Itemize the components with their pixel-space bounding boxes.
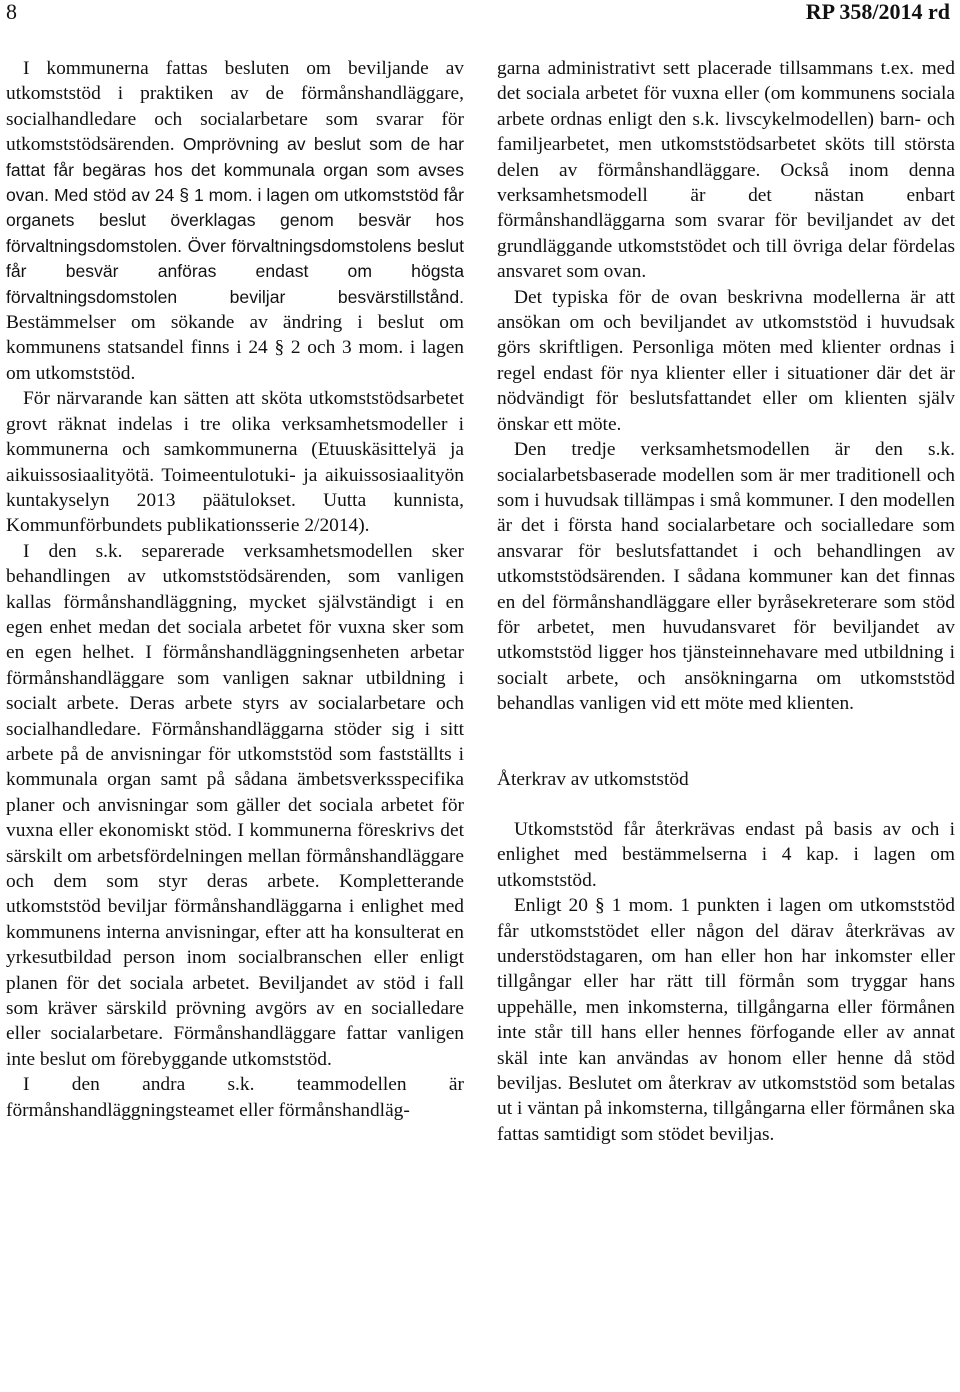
section-heading: Återkrav av utkomststöd	[497, 768, 689, 790]
paragraph-typical-models: Det typiska för de ovan beskrivna modellerna är att ansökan om och beviljandet av utkomststöd i huvudsak görs skriftligen. Personliga möten med klienter ordnas i regel endast för nya klienter eller i situationer där det är nödvändigt för beslutsfattandet eller om klienten själv önskar ett möte.	[497, 286, 955, 435]
paragraph-decision-makers	[6, 56, 464, 386]
page-number: 8	[6, 0, 17, 24]
paragraph-text: I kommunerna fattas besluten om beviljande av utkomststöd i praktiken av de förmånshandläggare, socialhandledare och socialarbetare som svarar för utkomststödsärenden.	[6, 58, 464, 156]
paragraph-separated-model: I den s.k. separerade verksamhetsmodellen sker behandlingen av utkomststödsärenden, som vanligen kallas förmånshandläggning, mycket självständigt i en egen enhet medan det sociala arbetet för vuxna sker som en egen helhet. I förmånshandläggningsenheten arbetar förmånshandläggare som vanligen saknar utbildning i socialt arbete. Deras arbete styrs av socialarbetare och socialhandledare. Förmånshandläggarna stöder sig i sitt arbete på de anvisningar för utkomststöd som fastställts i kommunala organ samt på sådana ämbetsverksspecifika planer och anvisningar som gäller det sociala arbetet för vuxna eller ekonomiskt stöd. I kommunerna föreskrivs det särskilt om arbetsfördelningen mellan förmånshandläggare och dem som styr deras arbete. Kompletterande utkomststöd beviljar förmånshandläggarna i enlighet med kommunens interna anvisningar, efter att ha konsulterat en yrkesutbildad person inom socialbranschen eller enligt planen för det sociala arbetet. Beviljandet av stöd i fall som kräver särskild prövning avgörs av en socialledare eller socialarbetare. Förmånshandläggare fattar vanligen inte beslut om förebyggande utkomststöd.	[6, 540, 464, 1070]
page-header	[0, 0, 960, 30]
paragraph-text: Bestämmelser om sökande av ändring i beslut om kommunens statsandel finns i 24 § 2 och 3 mom. i lagen om utkomststöd.	[6, 312, 464, 384]
paragraph-appeal-text: Omprövning av beslut som de har fattat får begäras hos det kommunala organ som avses ovan. Med stöd av 24 § 1 mom. i lagen om utkomststöd får organets beslut överklagas genom besvär hos förvaltningsdomstolen. Över förvaltningsdomstolens beslut får besvär anföras endast om högsta förvaltningsdomstolen beviljar besvärstillstånd.	[6, 134, 464, 307]
paragraph-operating-models: För närvarande kan sätten att sköta utkomststödsarbetet grovt räknat indelas i tre olika verksamhetsmodeller i kommunerna och samkommunerna (Etuuskäsittelyä ja aikuissosiaalityötä. Toimeentulotuki- ja aikuissosiaalityön kuntakyselyn 2013 päätulokset. Uutta kunnista, Kommunförbundets publikationsserie 2/2014).	[6, 388, 464, 537]
paragraph-team-model-continued: garna administrativt sett placerade tillsammans t.ex. med det sociala arbetet för vuxna eller (om kommunens sociala arbete ordnas enligt den s.k. livscykelmodellen) barn- och familjearbetet, men utkomststödsarbetet sköts till största delen av förmånshandläggare. Också inom denna verksamhetsmodell är det nästan enbart förmånshandläggarna som svarar för beviljandet av det grundläggande utkomststödet och till övriga delar fördelas ansvaret som ovan.	[497, 58, 955, 283]
paragraph-recovery-rules: Enligt 20 § 1 mom. 1 punkten i lagen om utkomststöd får utkomststödet eller någon del därav återkrävas av understödstagaren, om han eller hon har inkomster eller tillgångar eller har rätt till förmån som tryggar hans uppehälle, men inkomsterna, tillgångarna eller förmånen inte står till hans eller hennes förfogande eller av annat skäl inte kan användas av honom eller henne då stöd beviljas. Beslutet om återkrav av utkomststöd som betalas ut i väntan på inkomsterna, tillgångarna eller förmånen ska fattas samtidigt som stödet beviljas.	[497, 895, 955, 1145]
document-id: RP 358/2014 rd	[805, 0, 950, 24]
left-column	[6, 56, 464, 1123]
paragraph-social-work-model: Den tredje verksamhetsmodellen är den s.k. socialarbetsbaserade modellen som är mer traditionell och som i huvudsak tillämpas i små kommuner. I den modellen är det i första hand socialarbetare och socialledare som ansvarar för beslutsfattandet i och behandlingen av utkomststödsärenden. I sådana kommuner kan det finnas en del förmånshandläggare eller byråsekreterare som stöd för arbetet, men huvudansvaret för beviljandet av utkomststöd ligger hos tjänsteinnehavare med utbildning i socialt arbete, och ansökningarna om utkomststöd behandlas vanligen vid ett möte med klienten.	[497, 439, 955, 715]
section-spacer	[497, 792, 955, 817]
section-spacer	[497, 717, 955, 767]
paragraph-recovery-basis: Utkomststöd får återkrävas endast på basis av och i enlighet med bestämmelserna i 4 kap. i lagen om utkomststöd.	[497, 818, 955, 891]
paragraph-team-model: I den andra s.k. teammodellen är förmånshandläggningsteamet eller förmånshandläg-	[6, 1074, 464, 1121]
right-column	[497, 56, 955, 1147]
